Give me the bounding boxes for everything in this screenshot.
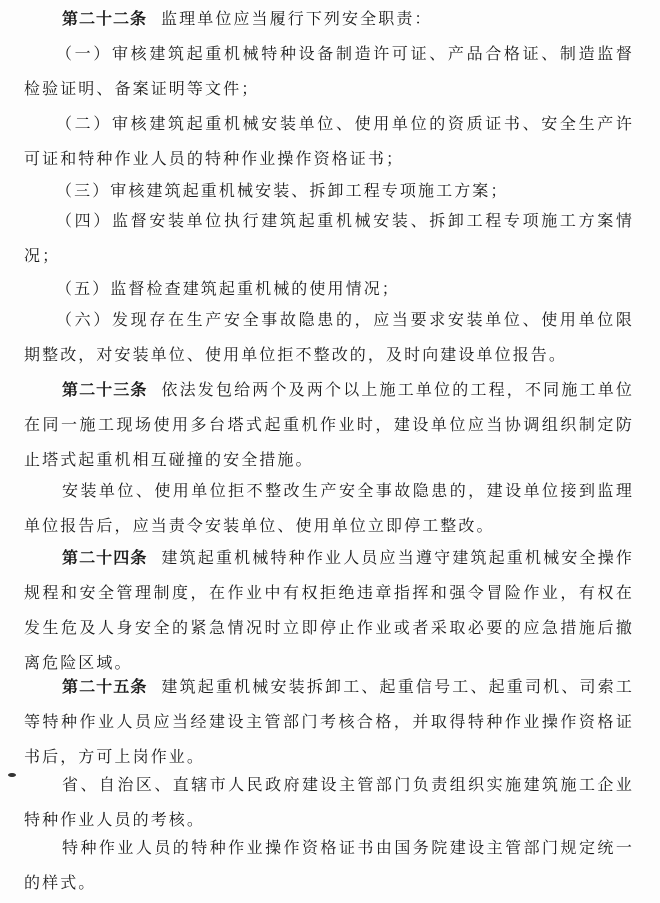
article-22-item-5: （五）监督检查建筑起重机械的使用情况； [56,279,400,298]
article-25-paragraph-3: 特种作业人员的特种作业操作资格证书由国务院建设主管部门规定统一的样式。 [24,838,634,892]
article-text: 建筑起重机械特种作业人员应当遵守建筑起重机械安全操作规程和安全管理制度，在作业中有权拒绝违章指挥和强令冒险作业，有权在发生危及人身安全的紧急情况时立即停止作业或者采取必要的应急措施后撤离危险区域。 [24,548,634,672]
article-23-text [24,372,634,477]
article-25-text [24,669,634,774]
article-23-paragraph-2: 安装单位、使用单位拒不整改生产安全事故隐患的，建设单位接到监理单位报告后，应当责令安装单位、使用单位立即停工整改。 [24,481,634,535]
article-22-item-2: （二）审核建筑起重机械安装单位、使用单位的资质证书、安全生产许可证和特种作业人员的特种作业操作资格证书； [24,114,634,168]
article-22-intro [24,1,634,36]
article-heading: 第二十二条 [62,9,148,28]
article-heading: 第二十三条 [62,380,148,399]
article-text: 监理单位应当履行下列安全职责： [161,9,433,28]
article-24-text [24,540,634,680]
article-text: 依法发包给两个及两个以上施工单位的工程，不同施工单位在同一施工现场使用多台塔式起重机作业时，建设单位应当协调组织制定防止塔式起重机相互碰撞的安全措施。 [24,380,634,469]
article-heading: 第二十四条 [62,548,148,567]
article-25-paragraph-2: 省、自治区、直辖市人民政府建设主管部门负责组织实施建筑施工企业特种作业人员的考核。 [24,775,634,829]
article-22-item-1: （一）审核建筑起重机械特种设备制造许可证、产品合格证、制造监督检验证明、备案证明等文件； [24,44,634,98]
article-text: 建筑起重机械安装拆卸工、起重信号工、起重司机、司索工等特种作业人员应当经建设主管部门考核合格，并取得特种作业操作资格证书后，方可上岗作业。 [24,677,634,766]
article-22-item-6: （六）发现存在生产安全事故隐患的，应当要求安装单位、使用单位限期整改，对安装单位、使用单位拒不整改的，及时向建设单位报告。 [24,310,634,364]
article-22-item-4: （四）监督安装单位执行建筑起重机械安装、拆卸工程专项施工方案情况； [24,211,634,265]
scan-speck [8,773,16,777]
article-heading: 第二十五条 [62,677,148,696]
article-22-item-3: （三）审核建筑起重机械安装、拆卸工程专项施工方案； [56,181,509,200]
